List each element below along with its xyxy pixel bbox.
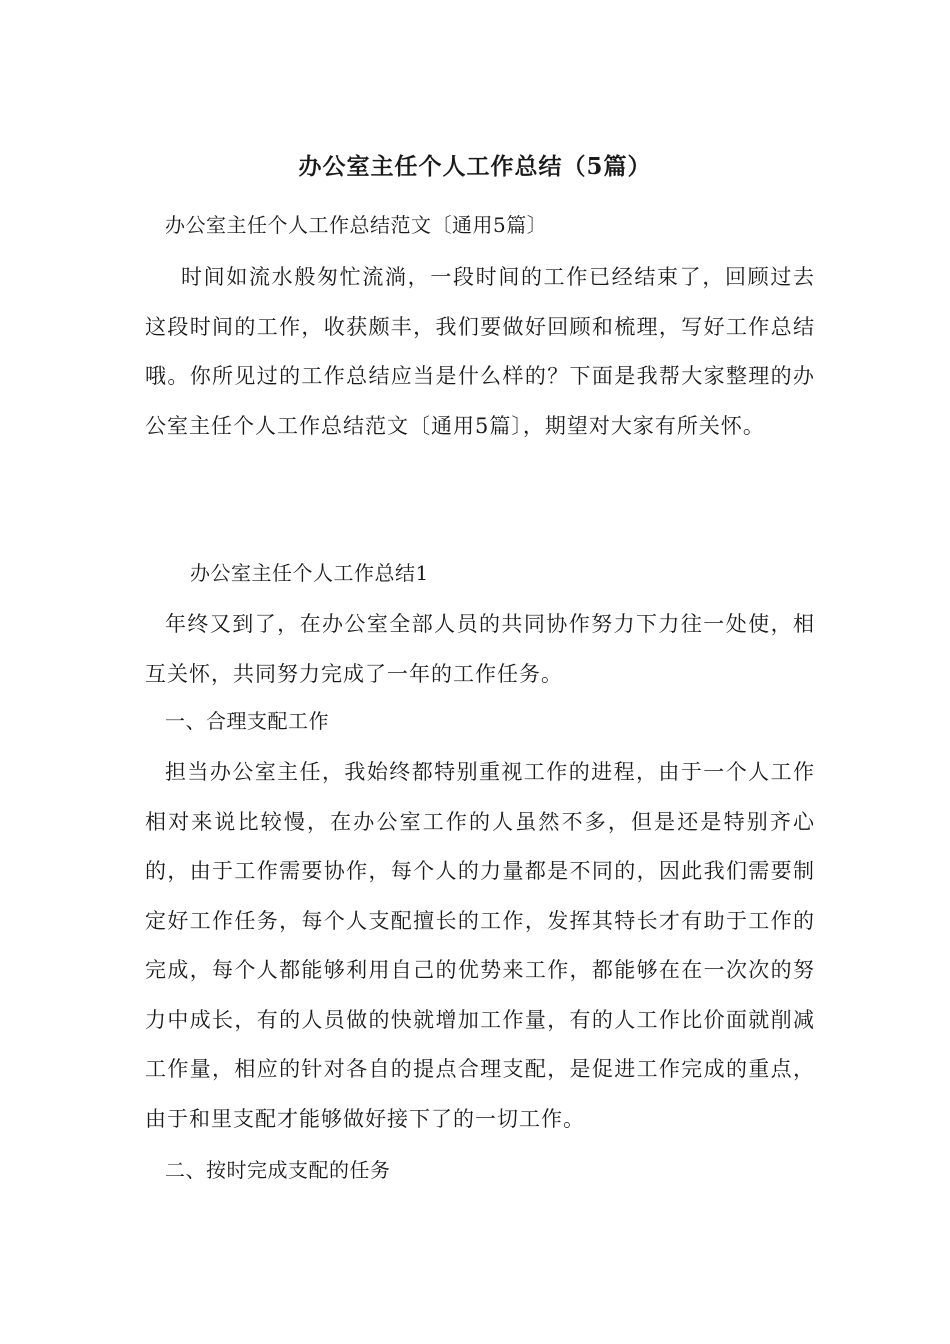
document-subtitle: 办公室主任个人工作总结范文〔通用5篇〕 xyxy=(165,213,548,237)
subsection-heading-2: 二、按时完成支配的任务 xyxy=(165,1158,391,1182)
body-paragraph-2: 担当办公室主任，我始终都特别重视工作的进程，由于一个人工作相对来说比较慢，在办公室工作的人虽然不多，但是还是特别齐心的，由于工作需要协作，每个人的力量都是不同的，因此我们需要制定好工作任务，每个人支配擅长的工作，发挥其特长才有助于工作的完成，每个人都能够利用自己的优势来工作，都能够在在一次次的努力中成长，有的人员做的快就增加工作量，有的人工作比价面就削减工作量，相应的针对各自的提点合理支配，是促进工作完成的重点，由于和里支配才能够做好接下了的一切工作。 xyxy=(145,760,815,1131)
section-heading: 办公室主任个人工作总结1 xyxy=(190,561,429,585)
intro-paragraph: 时间如流水般匆忙流淌，一段时间的工作已经结束了，回顾过去这段时间的工作，收获颇丰，我们要做好回顾和梳理，写好工作总结哦。你所见过的工作总结应当是什么样的？下面是我帮大家整理的办公室主任个人工作总结范文〔通用5篇〕，期望对大家有所关怀。 xyxy=(145,265,815,438)
subsection-heading-1: 一、合理支配工作 xyxy=(165,709,329,733)
body-paragraph: 年终又到了，在办公室全部人员的共同协作努力下力往一处使，相互关怀，共同努力完成了一年的工作任务。 xyxy=(145,612,815,686)
document-title: 办公室主任个人工作总结（5篇） xyxy=(298,153,652,180)
